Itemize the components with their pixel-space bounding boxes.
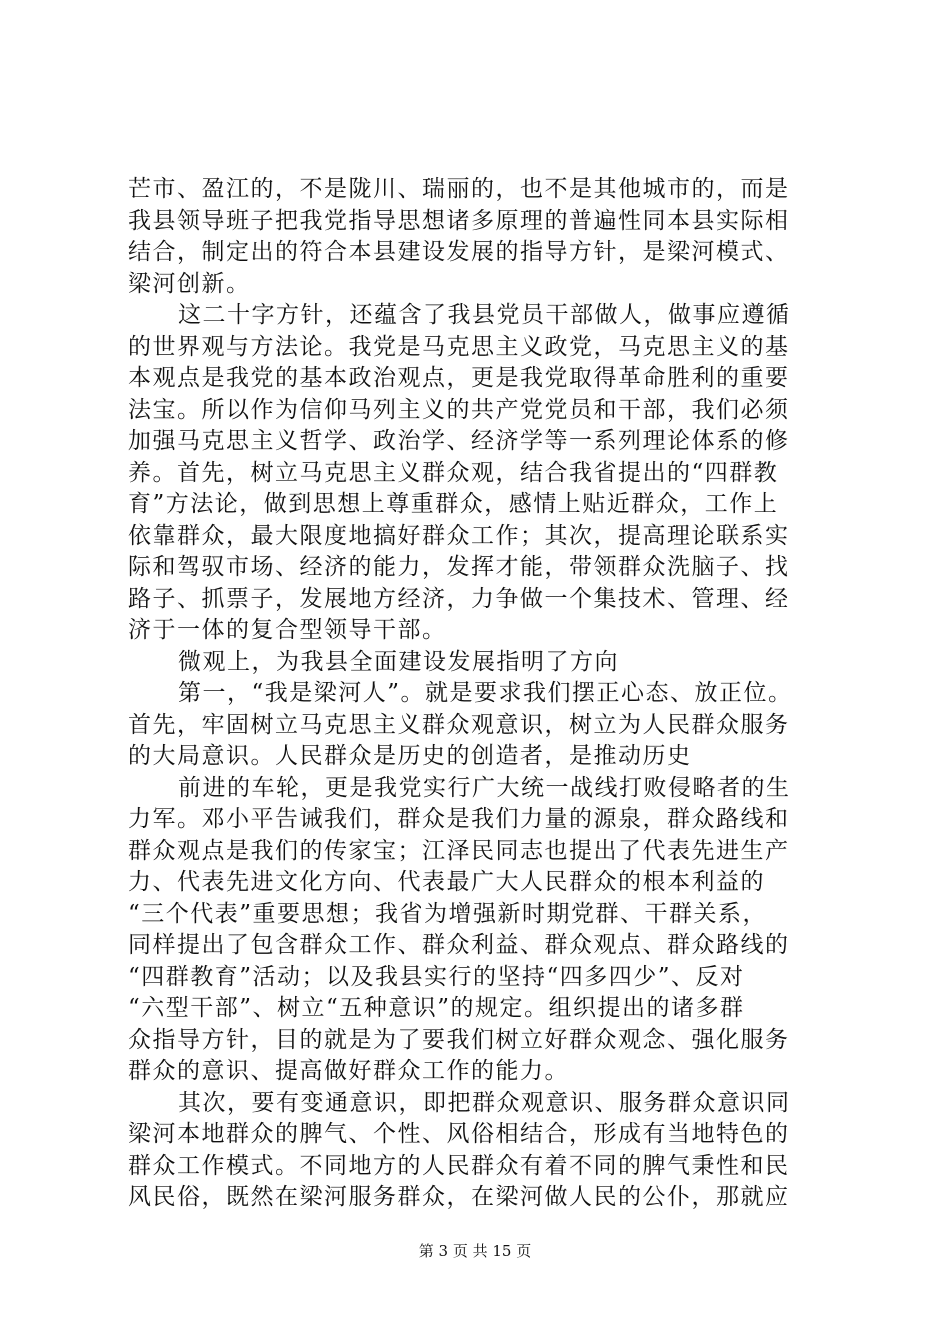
text-line: 群众观点是我们的传家宝；江泽民同志也提出了代表先进生产 <box>128 837 790 864</box>
text-line: 育”方法论，做到思想上尊重群众，感情上贴近群众，工作上 <box>128 491 779 517</box>
text-line: 的大局意识。人民群众是历史的创造者，是推动历史 <box>128 743 692 769</box>
text-line: 结合，制定出的符合本县建设发展的指导方针，是梁河模式、 <box>128 239 790 265</box>
text-line: 法宝。所以作为信仰马列主义的共产党党员和干部，我们必须 <box>128 396 790 423</box>
text-line: 其次，要有变通意识，即把群众观意识、服务群众意识同 <box>178 1089 791 1116</box>
text-line: 的世界观与方法论。我党是马克思主义政党，马克思主义的基 <box>128 333 790 360</box>
text-line: 众指导方针，目的就是为了要我们树立好群众观念、强化服务 <box>128 1026 790 1053</box>
text-line: 风民俗，既然在梁河服务群众，在梁河做人民的公仆，那就应 <box>128 1184 790 1210</box>
text-line: 前进的车轮，更是我党实行广大统一战线打败侵略者的生 <box>178 774 791 801</box>
text-line: “三个代表”重要思想；我省为增强新时期党群、干群关系， <box>128 900 768 927</box>
text-line: 第一，“我是梁河人”。就是要求我们摆正心态、放正位。 <box>178 680 793 706</box>
text-line: 群众的意识、提高做好群众工作的能力。 <box>128 1058 569 1084</box>
text-line: 首先，牢固树立马克思主义群众观意识，树立为人民群众服务 <box>128 711 790 738</box>
text-line: 加强马克思主义哲学、政治学、经济学等一系列理论体系的修 <box>128 428 790 454</box>
text-line: 芒市、盈江的，不是陇川、瑞丽的，也不是其他城市的，而是 <box>128 176 790 202</box>
text-line: “六型干部”、树立“五种意识”的规定。组织提出的诸多群 <box>128 995 745 1021</box>
text-line: 力、代表先进文化方向、代表最广大人民群众的根本利益的 <box>128 869 765 895</box>
text-line: 群众工作模式。不同地方的人民群众有着不同的脾气秉性和民 <box>128 1152 790 1179</box>
text-line: 际和驾驭市场、经济的能力，发挥才能，带领群众洗脑子、找 <box>128 554 790 580</box>
text-line: 微观上，为我县全面建设发展指明了方向 <box>178 648 619 675</box>
text-line: 本观点是我党的基本政治观点，更是我党取得革命胜利的重要 <box>128 365 790 391</box>
text-line: 梁河创新。 <box>128 270 251 297</box>
document-body <box>128 174 838 1214</box>
text-line: 济于一体的复合型领导干部。 <box>128 617 447 643</box>
text-line: 路子、抓票子，发展地方经济，力争做一个集技术、管理、经 <box>128 585 790 612</box>
text-line: 养。首先，树立马克思主义群众观，结合我省提出的“四群教 <box>128 459 779 486</box>
text-line: 我县领导班子把我党指导思想诸多原理的普遍性同本县实际相 <box>128 207 790 234</box>
text-line: “四群教育”活动；以及我县实行的坚持“四多四少”、反对 <box>128 963 745 990</box>
text-line: 这二十字方针，还蕴含了我县党员干部做人，做事应遵循 <box>178 302 791 328</box>
text-line: 梁河本地群众的脾气、个性、风俗相结合，形成有当地特色的 <box>128 1121 790 1147</box>
page-footer: 第 3 页 共 15 页 <box>418 1242 532 1260</box>
text-line: 同样提出了包含群众工作、群众利益、群众观点、群众路线的 <box>128 932 790 958</box>
text-line: 依靠群众，最大限度地搞好群众工作；其次，提高理论联系实 <box>128 522 790 549</box>
text-line: 力军。邓小平告诫我们，群众是我们力量的源泉，群众路线和 <box>128 806 790 832</box>
